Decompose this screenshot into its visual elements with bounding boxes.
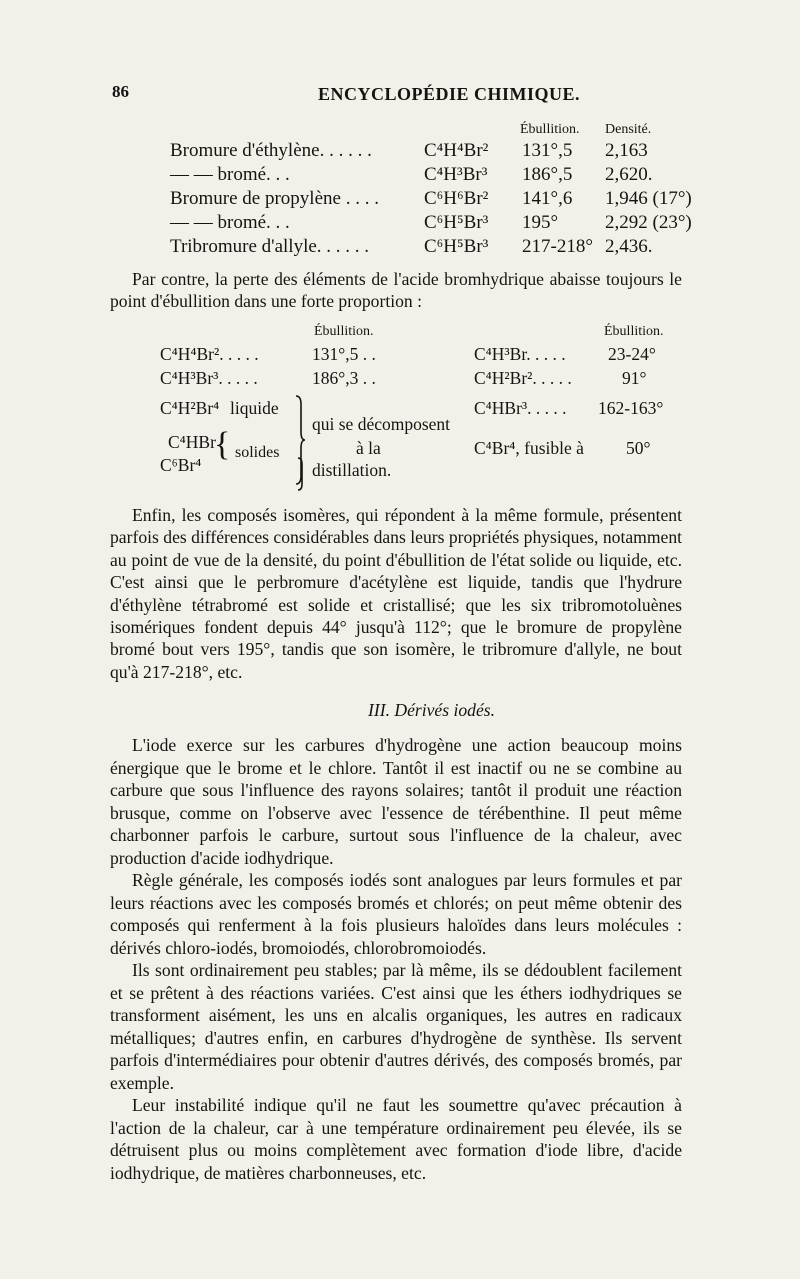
table1-row-boil: 141°,6 [522,188,573,209]
table1-row-density: 1,946 (17°) [605,188,692,209]
table2-left-head: Ébullition. [314,324,374,339]
section-title [368,700,495,721]
table1-row-density: 2,436. [605,236,653,257]
table2-left-formula: C⁴H⁴Br². . . . . [160,344,259,364]
table1-row-boil: 131°,5 [522,140,573,161]
table2-right-formula: C⁴HBr³. . . . . [474,398,567,418]
table1-row-name: Bromure de propylène . . . . [170,188,379,209]
paragraph-intro [110,268,682,313]
table1-row-density: 2,163 [605,140,648,161]
lower-brace-icon [296,456,306,492]
table2-c4hbr: C⁴HBr [168,432,216,452]
table2-left-boil: 186°,3 . . [312,368,376,388]
paragraph-text: Par contre, la perte des éléments de l'acide bromhydrique abaisse toujours le point d'ébullition dans une forte proportion : [110,269,682,312]
section-title-text: III. Dérivés iodés. [368,700,496,720]
paragraph-text: Ils sont ordinairement peu stables; par là même, ils se dédoublent facilement et se prêtent à des réactions variées. C'est ainsi que les éthers iodhydriques se transforment aisément, les uns en alcalis organiques, les autres en radicaux métalliques; d'autres enfin, en carbures d'hydrogène de synthèse. Ils servent parfois d'intermédiaires pour obtenir d'autres dérivés, des composés bromés, par exemple. [110,960,682,1093]
paragraph-isomeres [110,504,682,683]
table2-distillation: distillation. [312,460,392,480]
table2-right-boil: 91° [622,368,647,388]
table2-right-formula: C⁴Br⁴, fusible à [474,438,584,458]
page-number: 86 [112,82,129,101]
table1-row-boil: 195° [522,212,559,233]
running-title: ENCYCLOPÉDIE CHIMIQUE. [318,84,581,104]
table1-row-boil: 186°,5 [522,164,573,185]
paragraph-text: Enfin, les composés isomères, qui répondent à la même formule, présentent parfois des différences considérables dans leurs propriétés physiques, notamment au point de vue de la densité, du point d'ébullition de l'état solide ou liquide, etc. C'est ainsi que le perbromure d'acétylène est liquide, tandis que l'hydrure d'éthylène tétrabromé est solide et cristallisé; que les six tribromotoluènes isomériques fondent depuis 44° jusqu'à 112°; que le bromure de propylène bromé bout vers 195°, tandis que son isomère, le tribromure d'allyle, ne bout qu'à 217-218°, etc. [110,505,682,682]
table2-left-formula: C⁴H³Br³. . . . . [160,368,258,388]
table2-c8br4: C⁶Br⁴ [160,455,202,475]
table1-row-formula: C⁶H⁶Br² [424,188,489,209]
paragraph-text: Leur instabilité indique qu'il ne faut les soumettre qu'avec précaution à l'action de la chaleur, car à une température ordinairement peu élevée, ils se détruisent plus ou moins complètement avec formation d'iode libre, d'acide iodhydrique, de matières charbonneuses, etc. [110,1095,682,1183]
table1-row-name: — — bromé. . . [170,164,290,185]
table2-solides: solides [235,444,280,461]
table1-row-name: Bromure d'éthylène. . . . . . [170,140,372,161]
table2-right-formula: C⁴H³Br. . . . . [474,344,566,364]
table2-c4h2br4: C⁴H²Br⁴ [160,398,220,418]
table1-row-name: Tribromure d'allyle. . . . . . [170,236,370,257]
table1-row-density: 2,292 (23°) [605,212,692,233]
table1-row-formula: C⁶H⁵Br³ [424,236,489,257]
table1-col-densite: Densité. [605,122,652,137]
section-body [110,734,682,1184]
table2-right-head: Ébullition. [604,324,664,339]
table2-right-boil: 162-163° [598,398,664,418]
table2-left-boil: 131°,5 . . [312,344,376,364]
table1-row-formula: C⁴H³Br³ [424,164,488,185]
table2-right-boil: 23-24° [608,344,656,364]
paragraph-text: L'iode exerce sur les carbures d'hydrogène une action beaucoup moins énergique que le brome et le chlore. Tantôt il est inactif ou ne se combine au carbure que sous l'influence des rayons solaires; tantôt il produit une réaction brusque, comme on l'observe avec l'essence de térébenthine. Il peut même charbonner parfois le carbure, surtout sous l'influence de la chaleur, avec production d'acide iodhydrique. [110,735,682,868]
table1-col-ebullition: Ébullition. [520,122,580,137]
small-brace-icon: { [214,426,231,463]
table1-row-density: 2,620. [605,164,653,185]
table2-right-formula: C⁴H²Br². . . . . [474,368,572,388]
table1-row-boil: 217-218° [522,236,593,257]
table2-right-boil: 50° [626,438,651,458]
table2-a-la: à la [356,438,381,458]
table2-qui-se-decomposent: qui se décomposent [312,414,451,434]
table2-liquide: liquide [230,398,279,418]
paragraph-text: Règle générale, les composés iodés sont analogues par leurs formules et par leurs réactions avec les composés bromés et chlorés; on peut même obtenir des composés qui renferment à la fois plusieurs haloïdes dans leurs molécules : dérivés chloro-iodés, bromoiodés, chlorobromoiodés. [110,870,682,958]
table1-row-formula: C⁶H⁵Br³ [424,212,489,233]
table1-row-formula: C⁴H⁴Br² [424,140,489,161]
table1-row-name: — — bromé. . . [170,212,290,233]
